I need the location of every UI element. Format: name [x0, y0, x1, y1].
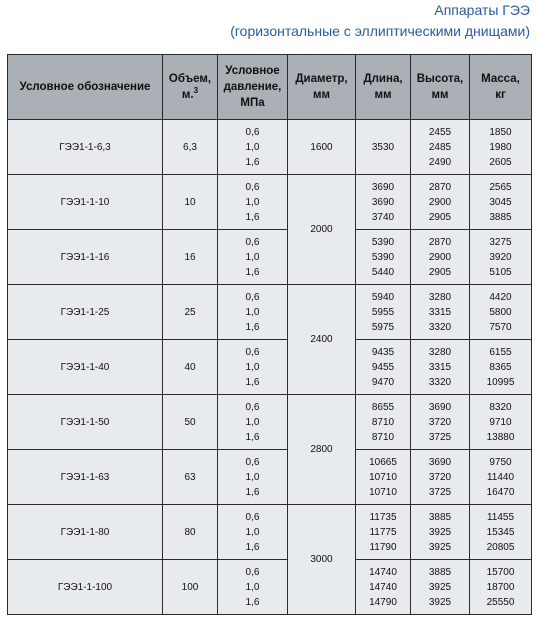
length-cell [356, 120, 411, 175]
length-cell [356, 505, 411, 560]
volume-cell: 6,3 [163, 120, 218, 175]
height-cell-value: 3280 [428, 346, 452, 358]
mass-cell-value: 25550 [486, 596, 515, 608]
pressure-cell-value: 1,6 [245, 596, 260, 608]
length-cell-value: 8655 [371, 401, 395, 413]
designation-cell: ГЭЭ1-1-10 [8, 175, 163, 230]
mass-cell-value: 2605 [489, 156, 512, 168]
volume-cell: 40 [163, 340, 218, 395]
length-cell-value: 10665 [369, 456, 397, 468]
designation-cell: ГЭЭ1-1-40 [8, 340, 163, 395]
mass-cell-value: 1850 [489, 126, 512, 138]
pressure-cell-value: 1,0 [245, 306, 260, 318]
pressure-cell-value: 1,6 [245, 321, 260, 333]
mass-cell [470, 285, 532, 340]
header-diameter-line2: мм [312, 89, 330, 101]
length-cell-value: 3690 [371, 196, 395, 208]
length-cell-value: 3530 [371, 141, 395, 153]
designation-cell: ГЭЭ1-1-80 [8, 505, 163, 560]
height-cell [411, 505, 470, 560]
length-cell [356, 450, 411, 505]
header-height-line1: Высота, [416, 73, 464, 85]
mass-cell-value: 11455 [486, 511, 515, 523]
length-cell [356, 175, 411, 230]
mass-cell-value: 15700 [486, 566, 515, 578]
height-cell-value: 3320 [428, 376, 452, 388]
height-cell-value: 3885 [428, 511, 452, 523]
diameter-cell: 2000 [288, 175, 356, 285]
header-designation [8, 55, 163, 120]
length-cell-value: 14740 [369, 581, 397, 593]
height-cell-value: 2900 [428, 196, 452, 208]
length-cell-value: 11775 [369, 526, 397, 538]
specs-table [7, 54, 532, 615]
length-cell-value: 8710 [371, 431, 395, 443]
height-cell-value: 3925 [428, 596, 452, 608]
length-cell [356, 395, 411, 450]
pressure-cell-value: 1,0 [245, 471, 260, 483]
header-mass-line1: Масса, [481, 73, 520, 85]
mass-cell-value: 3045 [489, 196, 512, 208]
mass-cell-value: 15345 [486, 526, 515, 538]
pressure-cell-value: 1,6 [245, 211, 260, 223]
height-cell-value: 3315 [428, 361, 452, 373]
length-cell-value: 5390 [371, 251, 395, 263]
length-cell-value: 14790 [369, 596, 397, 608]
mass-cell-value: 5800 [489, 306, 512, 318]
designation-cell: ГЭЭ1-1-16 [8, 230, 163, 285]
header-mass [470, 55, 532, 120]
pressure-cell-value: 0,6 [245, 181, 260, 193]
length-cell-value: 8710 [371, 416, 395, 428]
mass-cell-value: 3920 [489, 251, 512, 263]
height-cell-value: 2905 [428, 211, 452, 223]
length-cell-value: 5390 [371, 236, 395, 248]
page-subtitle: (горизонтальные с эллиптическими днищами) [230, 23, 530, 39]
height-cell-value: 3315 [428, 306, 452, 318]
pressure-cell-value: 0,6 [245, 126, 260, 138]
table-row [8, 505, 532, 560]
pressure-cell-value: 0,6 [245, 511, 260, 523]
height-cell-value: 3925 [428, 581, 452, 593]
mass-cell-value: 3885 [489, 211, 512, 223]
table-row [8, 560, 532, 615]
header-volume-sup: 3 [193, 86, 199, 96]
height-cell [411, 560, 470, 615]
mass-cell-value: 16470 [486, 486, 515, 498]
table-body [8, 120, 532, 615]
height-cell-value: 3690 [428, 401, 452, 413]
length-cell-value: 5955 [371, 306, 395, 318]
length-cell-value: 5940 [371, 291, 395, 303]
height-cell-value: 2870 [428, 236, 452, 248]
mass-cell [470, 395, 532, 450]
mass-cell [470, 340, 532, 395]
header-mass-line2: кг [495, 89, 506, 101]
length-cell-value: 9435 [371, 346, 395, 358]
pressure-cell [218, 340, 288, 395]
pressure-cell [218, 560, 288, 615]
pressure-cell-value: 1,0 [245, 196, 260, 208]
volume-cell: 80 [163, 505, 218, 560]
height-cell [411, 340, 470, 395]
height-cell-value: 2870 [428, 181, 452, 193]
height-cell-value: 2490 [428, 156, 452, 168]
mass-cell-value: 7570 [489, 321, 512, 333]
mass-cell-value: 20805 [486, 541, 515, 553]
header-pressure-line1: Условное [225, 65, 280, 77]
height-cell-value: 3280 [428, 291, 452, 303]
pressure-cell-value: 0,6 [245, 566, 260, 578]
length-cell-value: 5975 [371, 321, 395, 333]
height-cell-value: 3925 [428, 541, 452, 553]
table-row [8, 395, 532, 450]
height-cell-value: 3725 [428, 486, 452, 498]
mass-cell-value: 6155 [489, 346, 512, 358]
pressure-cell-value: 1,0 [245, 526, 260, 538]
designation-cell: ГЭЭ1-1-25 [8, 285, 163, 340]
mass-cell [470, 230, 532, 285]
pressure-cell-value: 1,6 [245, 541, 260, 553]
mass-cell-value: 11440 [486, 471, 515, 483]
designation-cell: ГЭЭ1-1-63 [8, 450, 163, 505]
mass-cell [470, 175, 532, 230]
table-row [8, 175, 532, 230]
header-height-line2: мм [431, 89, 449, 101]
pressure-cell [218, 450, 288, 505]
mass-cell [470, 450, 532, 505]
height-cell-value: 2485 [428, 141, 452, 153]
length-cell-value: 9455 [371, 361, 395, 373]
volume-cell: 63 [163, 450, 218, 505]
header-diameter-line1: Диаметр, [295, 73, 348, 85]
length-cell-value: 9470 [371, 376, 395, 388]
diameter-cell: 3000 [288, 505, 356, 615]
table-row [8, 340, 532, 395]
pressure-cell-value: 1,0 [245, 141, 260, 153]
header-length [356, 55, 411, 120]
length-cell-value: 10710 [369, 471, 397, 483]
mass-cell-value: 8320 [489, 401, 512, 413]
diameter-cell: 2800 [288, 395, 356, 505]
pressure-cell [218, 175, 288, 230]
header-row [8, 55, 532, 120]
height-cell [411, 395, 470, 450]
pressure-cell-value: 1,6 [245, 376, 260, 388]
mass-cell-value: 3275 [489, 236, 512, 248]
height-cell [411, 285, 470, 340]
pressure-cell-value: 1,6 [245, 156, 260, 168]
header-length-line1: Длина, [363, 73, 403, 85]
volume-cell: 16 [163, 230, 218, 285]
volume-cell: 25 [163, 285, 218, 340]
height-cell-value: 3725 [428, 431, 452, 443]
pressure-cell-value: 1,0 [245, 361, 260, 373]
mass-cell [470, 120, 532, 175]
height-cell-value: 3690 [428, 456, 452, 468]
height-cell [411, 175, 470, 230]
mass-cell-value: 1980 [489, 141, 512, 153]
pressure-cell-value: 1,0 [245, 251, 260, 263]
header-pressure-line3: МПа [240, 97, 265, 109]
pressure-cell [218, 395, 288, 450]
mass-cell-value: 13880 [486, 431, 515, 443]
length-cell-value: 3690 [371, 181, 395, 193]
length-cell-value: 5440 [371, 266, 395, 278]
length-cell-value: 14740 [369, 566, 397, 578]
page-title: Аппараты ГЭЭ [434, 2, 530, 18]
pressure-cell [218, 285, 288, 340]
length-cell [356, 285, 411, 340]
pressure-cell-value: 0,6 [245, 291, 260, 303]
length-cell [356, 340, 411, 395]
height-cell-value: 3320 [428, 321, 452, 333]
header-pressure-line2: давление, [223, 81, 282, 93]
designation-cell: ГЭЭ1-1-6,3 [8, 120, 163, 175]
length-cell-value: 11790 [369, 541, 397, 553]
length-cell [356, 230, 411, 285]
designation-cell: ГЭЭ1-1-100 [8, 560, 163, 615]
pressure-cell-value: 1,0 [245, 581, 260, 593]
pressure-cell [218, 120, 288, 175]
pressure-cell-value: 0,6 [245, 456, 260, 468]
height-cell-value: 3720 [428, 471, 452, 483]
pressure-cell [218, 230, 288, 285]
height-cell-value: 2900 [428, 251, 452, 263]
table-row [8, 450, 532, 505]
diameter-cell: 1600 [288, 120, 356, 175]
mass-cell [470, 560, 532, 615]
diameter-cell: 2400 [288, 285, 356, 395]
table-row [8, 285, 532, 340]
volume-cell: 100 [163, 560, 218, 615]
pressure-cell [218, 505, 288, 560]
length-cell-value: 11735 [369, 511, 397, 523]
mass-cell-value: 4420 [489, 291, 512, 303]
mass-cell-value: 5105 [489, 266, 512, 278]
pressure-cell-value: 0,6 [245, 346, 260, 358]
header-volume-label: Объем, м. [168, 73, 212, 101]
mass-cell-value: 18700 [486, 581, 515, 593]
header-pressure [218, 55, 288, 120]
volume-cell: 10 [163, 175, 218, 230]
height-cell-value: 3720 [428, 416, 452, 428]
pressure-cell-value: 0,6 [245, 401, 260, 413]
length-cell [356, 560, 411, 615]
table-row [8, 230, 532, 285]
header-height [411, 55, 470, 120]
mass-cell-value: 9750 [489, 456, 512, 468]
header-length-line2: мм [374, 89, 392, 101]
length-cell-value: 3740 [371, 211, 395, 223]
mass-cell-value: 10995 [486, 376, 515, 388]
header-diameter [288, 55, 356, 120]
volume-cell: 50 [163, 395, 218, 450]
mass-cell-value: 8365 [489, 361, 512, 373]
pressure-cell-value: 1,6 [245, 266, 260, 278]
height-cell [411, 230, 470, 285]
pressure-cell-value: 1,0 [245, 416, 260, 428]
height-cell-value: 3885 [428, 566, 452, 578]
header-volume [163, 55, 218, 120]
header-designation-label: Условное обозначение [19, 81, 151, 93]
mass-cell-value: 9710 [489, 416, 512, 428]
height-cell-value: 2905 [428, 266, 452, 278]
mass-cell-value: 2565 [489, 181, 512, 193]
height-cell [411, 450, 470, 505]
designation-cell: ГЭЭ1-1-50 [8, 395, 163, 450]
height-cell-value: 2455 [428, 126, 452, 138]
pressure-cell-value: 0,6 [245, 236, 260, 248]
length-cell-value: 10710 [369, 486, 397, 498]
mass-cell [470, 505, 532, 560]
height-cell [411, 120, 470, 175]
height-cell-value: 3925 [428, 526, 452, 538]
pressure-cell-value: 1,6 [245, 486, 260, 498]
table-row [8, 120, 532, 175]
pressure-cell-value: 1,6 [245, 431, 260, 443]
